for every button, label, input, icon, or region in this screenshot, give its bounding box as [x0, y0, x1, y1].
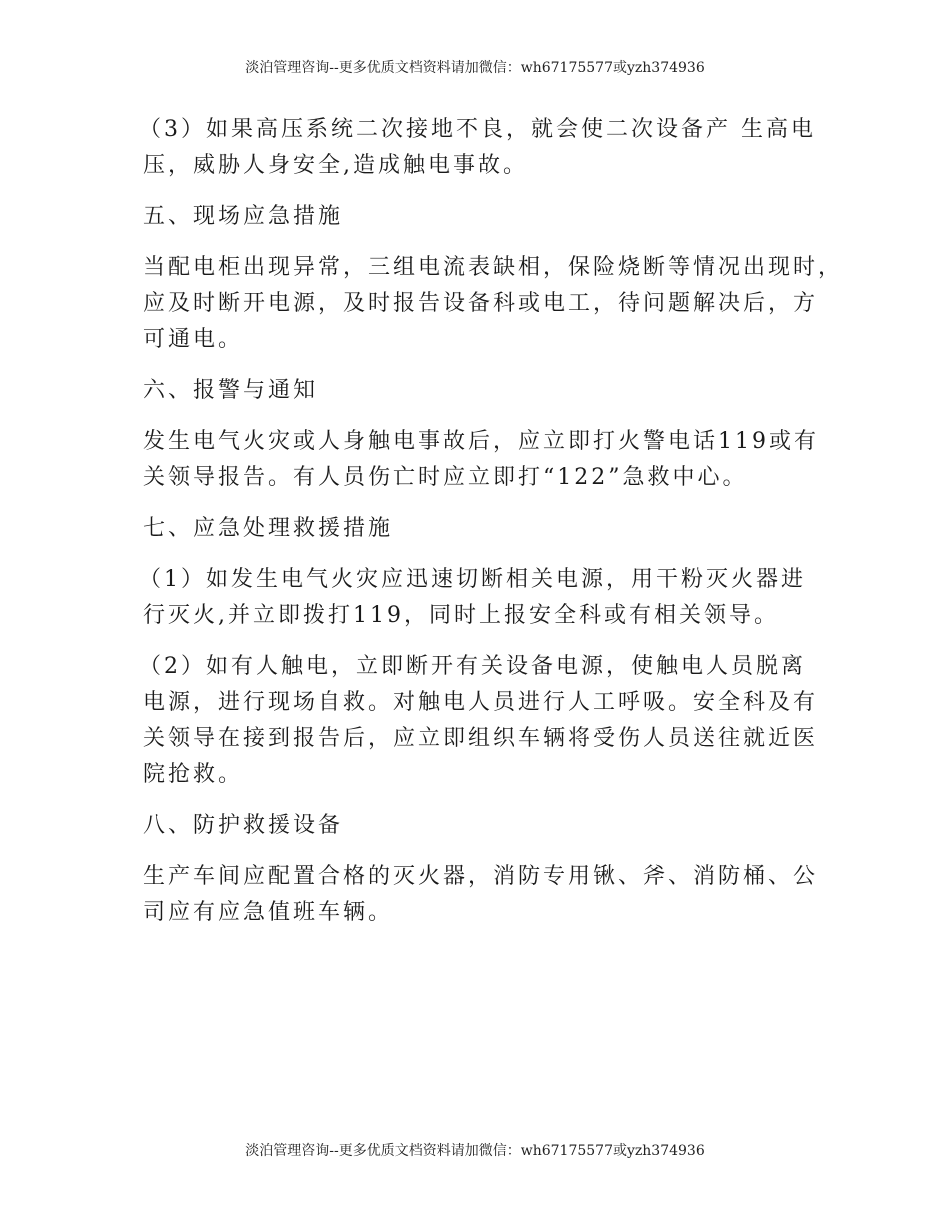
- text-line: 生产车间应配置合格的灭火器，消防专用锹、斧、消防桶、公: [143, 864, 819, 889]
- section-title: 八、防护救援设备: [143, 813, 344, 838]
- text-line: 发生电气火灾或人身触电事故后，应立即打火警电话119或有: [143, 429, 819, 454]
- text-line: 关领导在接到报告后，应立即组织车辆将受伤人员送往就近医: [143, 726, 819, 751]
- text-line: 关领导报告。有人员伤亡时应立即打“122”急救中心。: [143, 465, 748, 490]
- text-line: 行灭火,并立即拨打119，同时上报安全科或有相关领导。: [143, 603, 779, 628]
- section-heading-7: [143, 511, 823, 547]
- page-footer: 淡泊管理咨询--更多优质文档资料请加微信：wh67175577或yzh374936: [245, 1143, 705, 1159]
- paragraph-onsite-measures: [143, 250, 844, 358]
- text-line: 应及时断开电源，及时报告设备科或电工，待问题解决后，方: [143, 291, 819, 316]
- page-header: 淡泊管理咨询--更多优质文档资料请加微信：wh67175577或yzh374936: [245, 60, 705, 76]
- paragraph-item-2: [139, 649, 823, 793]
- section-heading-8: [143, 808, 823, 844]
- text-line: 可通电。: [143, 327, 244, 352]
- text-line: （2）如有人触电，立即断开有关设备电源，使触电人员脱离: [139, 654, 806, 679]
- section-title: 五、现场应急措施: [143, 204, 344, 229]
- paragraph-item-3: [139, 112, 823, 184]
- text-line: 压，威胁人身安全,造成触电事故。: [143, 153, 528, 178]
- text-line: 电源，进行现场自救。对触电人员进行人工呼吸。安全科及有: [143, 690, 819, 715]
- paragraph-item-1: [139, 562, 823, 634]
- paragraph-alarm: [143, 424, 823, 496]
- section-title: 七、应急处理救援措施: [143, 516, 394, 541]
- text-line: 司应有应急值班车辆。: [143, 900, 394, 925]
- document-body: [139, 112, 844, 946]
- text-line: （3）如果高压系统二次接地不良，就会使二次设备产 生高电: [139, 117, 816, 142]
- text-line: 院抢救。: [143, 762, 244, 787]
- section-heading-6: [143, 373, 823, 409]
- section-heading-5: [143, 199, 823, 235]
- text-line: 当配电柜出现异常，三组电流表缺相，保险烧断等情况出现时，: [143, 255, 844, 280]
- text-line: （1）如发生电气火灾应迅速切断相关电源，用干粉灭火器进: [139, 567, 806, 592]
- section-title: 六、报警与通知: [143, 378, 319, 403]
- paragraph-equipment: [143, 859, 823, 931]
